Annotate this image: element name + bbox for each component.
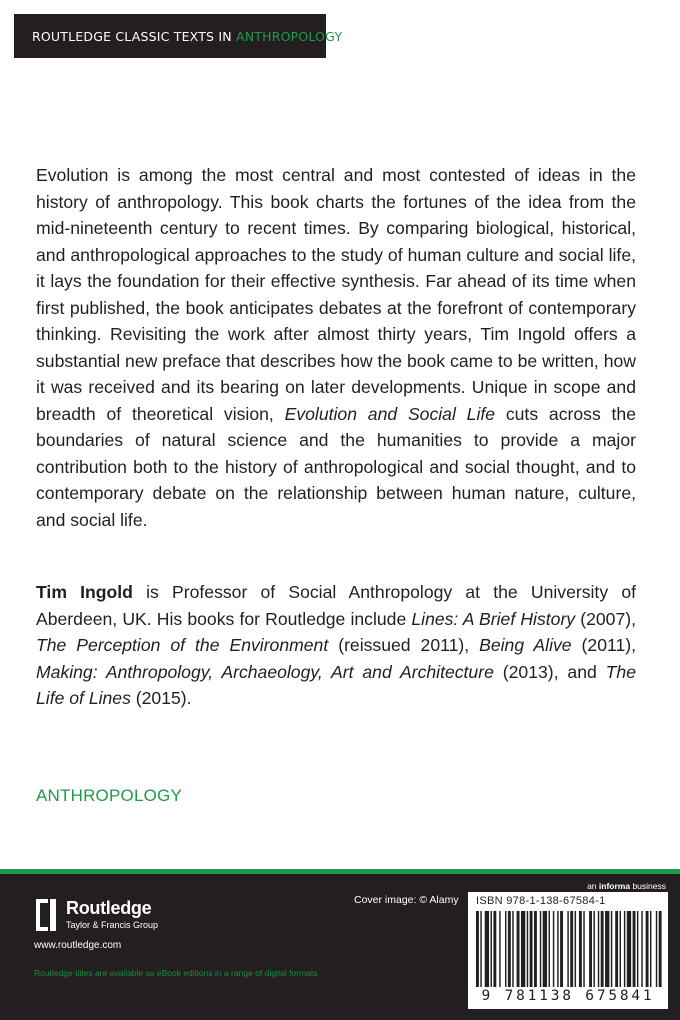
bio-text-6: (2015). [130,688,192,708]
publisher-logo [21,879,164,937]
bio-book-5: The Life of Lines [36,661,636,708]
ebook-note: Routledge titles are available as eBook editions in a range of digital formats [34,968,318,978]
bio-text-1: is Professor of Social Anthropology at the University of Aberdeen, UK. His books for Routledge include [36,582,636,629]
description-part-2: cuts across the boundaries of natural science and the humanities to provide a major contribution both to the history of anthropological and social thought, and to contemporary debate on the relationship between human nature, culture, and social life. [36,403,636,530]
author-name: Tim Ingold [36,582,133,602]
isbn-text: ISBN 978-1-138-67584-1 [476,895,606,907]
informa-suffix: business [630,881,666,891]
informa-business-label [587,881,666,891]
routledge-mark-icon [21,879,58,933]
series-banner [14,14,343,58]
bio-book-2: The Perception of the Environment [36,635,329,655]
description-part-1: Evolution is among the most central and most contested of ideas in the history of anthropology. This book charts the fortunes of the idea from the mid-nineteenth century to recent times. By comparing biological, historical, and anthropological approaches to the study of human culture and social life, it lays the foundation for their effective synthesis. Far ahead of its time when first published, the book anticipates debates at the forefront of contemporary thinking. Revisiting the work after almost thirty years, Tim Ingold offers a substantial new preface that describes how the book came to be written, how it was received and its bearing on later developments. Unique in scope and breadth of theoretical vision, [36,165,636,424]
publisher-group: Taylor & Francis Group [66,920,159,930]
barcode-digits: 9 781138 675841 [481,988,655,1004]
informa-brand: informa [598,881,631,891]
bio-book-3: Being Alive [479,635,572,655]
footer-accent-strip [0,869,680,874]
series-subject: ANTHROPOLOGY [235,28,343,44]
bio-book-1: Lines: A Brief History [411,608,576,629]
bio-text-5: (2013), and [493,661,606,682]
cover-credit: Cover image: © Alamy [354,894,459,906]
book-description [36,162,636,533]
publisher-url: www.routledge.com [34,940,122,951]
barcode-box [468,892,668,1009]
bio-book-4: Making: Anthropology, Archaeology, Art and Architecture [36,661,494,682]
logo-mark-text: ROUTLEDGE [21,879,26,908]
footer-panel [0,869,680,1020]
series-prefix: ROUTLEDGE CLASSIC TEXTS IN [32,28,236,44]
bio-text-2: (2007), [575,608,636,629]
barcode-icon [474,911,662,987]
informa-prefix: an [587,881,599,891]
subject-category: ANTHROPOLOGY [36,786,182,805]
author-bio [36,579,636,712]
bio-text-3: (reissued 2011), [328,635,480,655]
bio-text-4: (2011), [571,635,636,655]
book-title-italic: Evolution and Social Life [284,403,496,424]
publisher-name: Routledge [66,898,152,918]
